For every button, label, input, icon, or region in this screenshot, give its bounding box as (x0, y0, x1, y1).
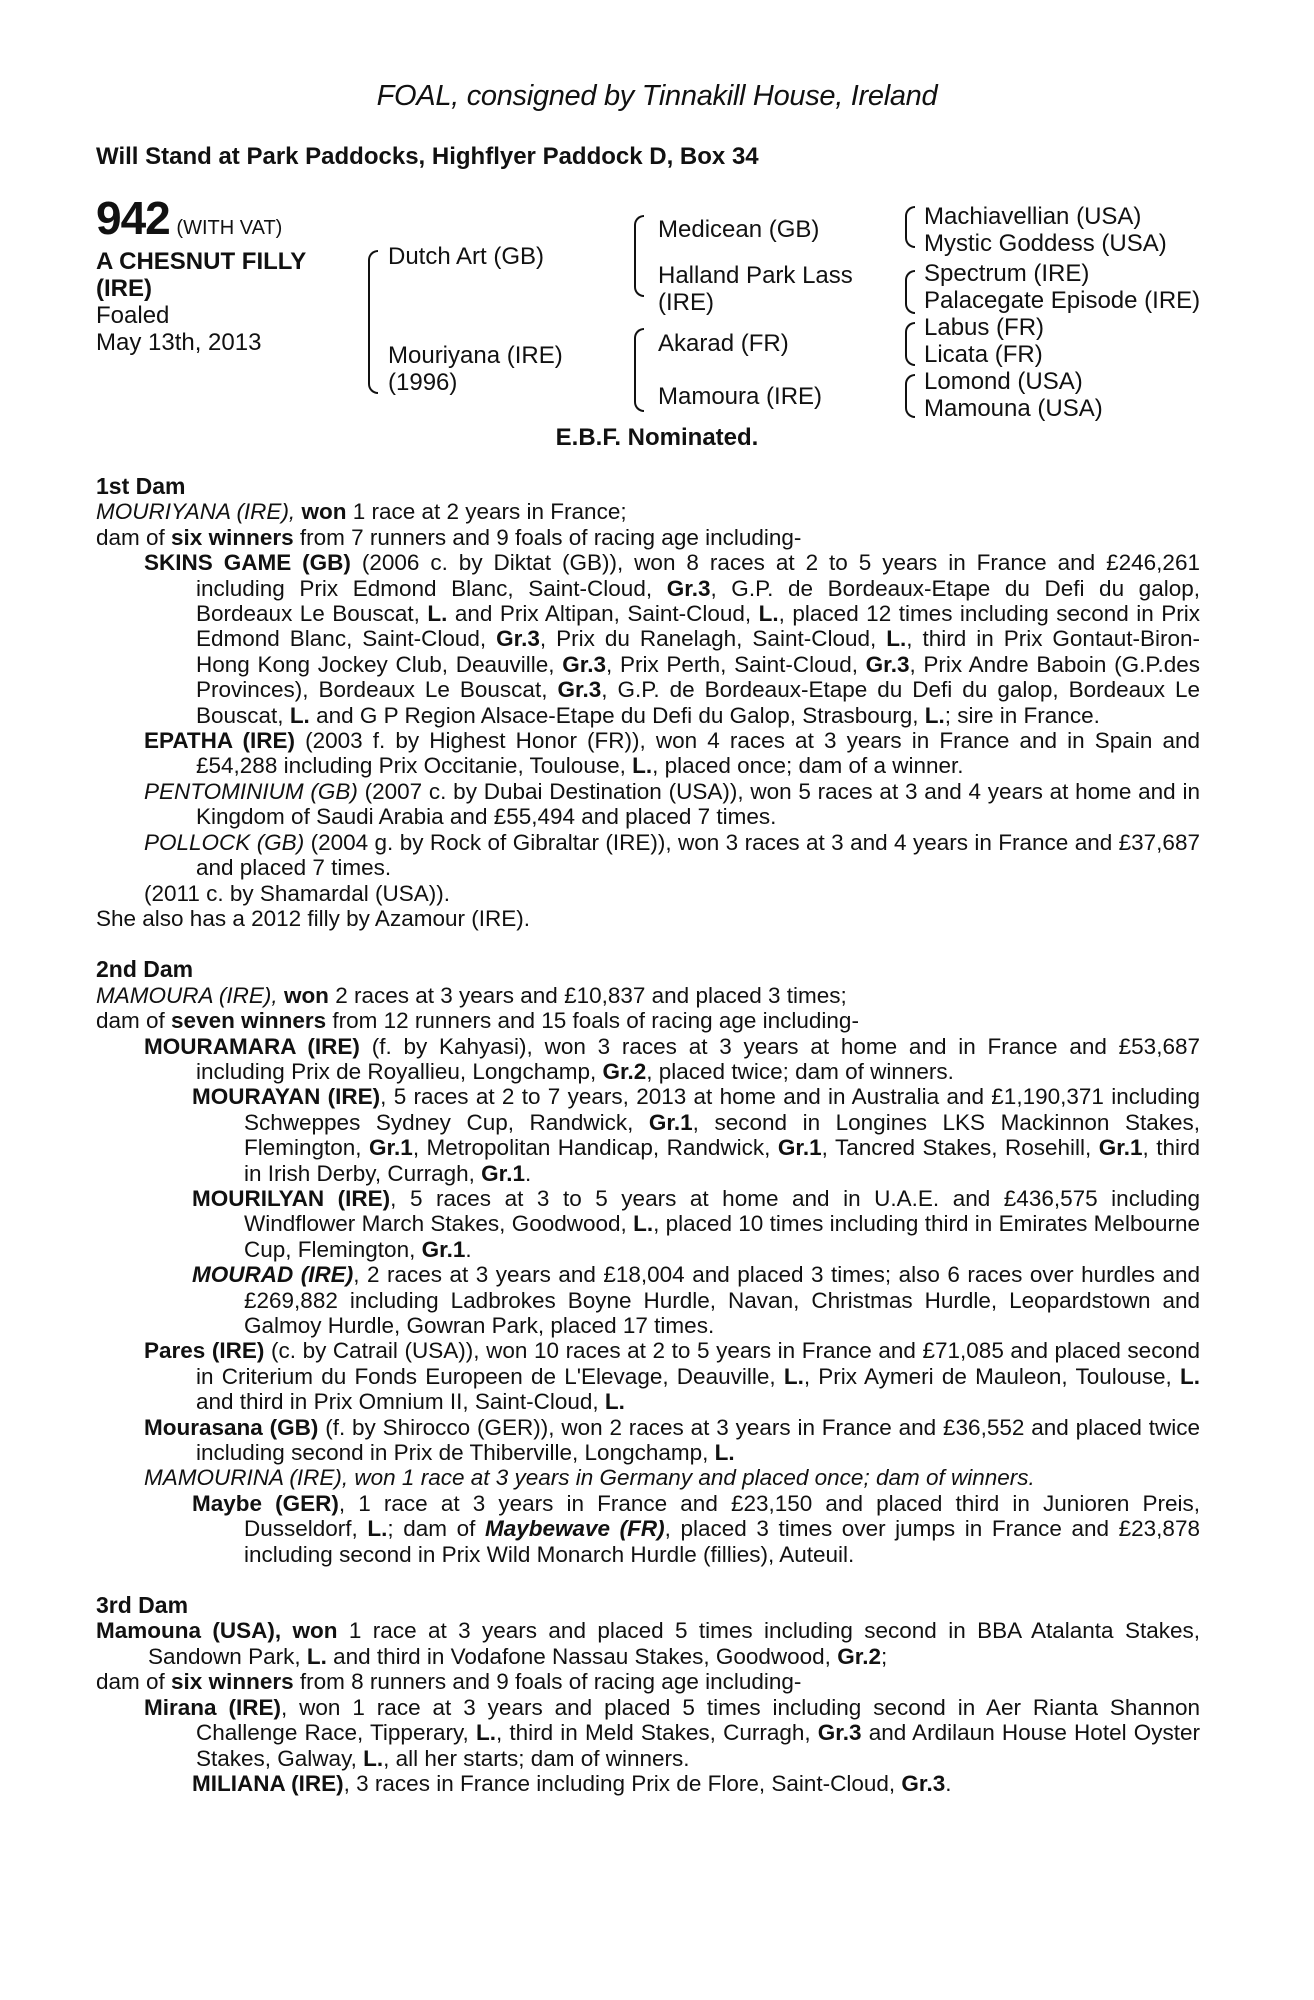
pedigree-ss: Medicean (GB) (658, 216, 820, 243)
pedigree-brace-ds (905, 322, 915, 366)
produce-2012-filly: She also has a 2012 filly by Azamour (IRE). (96, 905, 530, 931)
second-dam-produce-summary (96, 1008, 1200, 1033)
produce-pollock (96, 830, 1200, 881)
produce-miliana (96, 1771, 1200, 1796)
produce-mourasana (96, 1415, 1200, 1466)
pedigree-brace-dd (905, 374, 915, 418)
first-dam-produce-summary (96, 525, 1200, 550)
summary-prefix: dam of (96, 1669, 172, 1695)
ebf-nominated: E.B.F. Nominated. (555, 424, 759, 451)
pedigree-brace-sire (634, 215, 644, 297)
summary-suffix: from 8 runners and 9 foals of racing age including- (293, 1669, 802, 1695)
horse-record: (2006 c. by Diktat (GB)), won 8 races at 2 to 5 years in France and £246,261 including Prix Edmond Blanc, Saint-Cloud, Gr.3, G.P. de Bordeaux-Etape du Defi du galop, Bordeaux Le Bouscat, L. and Prix Altipan, Saint-Cloud, L., placed 12 times including second in Prix Edmond Blanc, Saint-Cloud, Gr.3, Prix du Ranelagh, Saint-Cloud, L., third in Prix Gontaut-Biron-Hong Kong Jockey Club, Deauville, Gr.3, Prix Perth, Saint-Cloud, Gr.3, Prix Andre Baboin (G.P.des Provinces), Bordeaux Le Bouscat, Gr.3, G.P. de Bordeaux-Etape du Defi du galop, Bordeaux Le Bouscat, L. and G P Region Alsace-Etape du Defi du Galop, Strasbourg, L.; sire in France. (196, 550, 1201, 728)
horse-record: (2003 f. by Highest Honor (FR)), won 4 races at 3 years in France and in Spain and £54,288 including Prix Occitanie, Toulouse, L., placed once; dam of a winner. (196, 728, 1200, 779)
horse-record: (2004 g. by Rock of Gibraltar (IRE)), won 3 races at 3 and 4 years in France and £37,687 and placed 7 times. (196, 829, 1200, 881)
summary-winners: six winners (171, 1669, 294, 1695)
lot-block (96, 192, 307, 356)
first-dam-record: 1 race at 2 years in France; (346, 499, 627, 525)
horse-record: , won 1 race at 3 years and placed 5 times including second in Aer Rianta Shannon Challenge Race, Tipperary, L., third in Meld Stakes, Curragh, Gr.3 and Ardilaun House Hotel Oyster Stakes, Galway, L., all her starts; dam of winners. (196, 1694, 1200, 1771)
produce-epatha (96, 728, 1200, 779)
produce-mirana (96, 1695, 1200, 1771)
foaled-label: Foaled (96, 302, 170, 329)
second-dam-won: won (283, 982, 329, 1008)
third-dam-heading: 3rd Dam (96, 1592, 189, 1619)
pedigree-dss: Labus (FR) (924, 314, 1045, 341)
produce-mourilyan (96, 1186, 1200, 1262)
first-dam-line (96, 499, 1200, 524)
summary-winners: seven winners (171, 1008, 327, 1034)
horse-name: POLLOCK (GB) (144, 829, 305, 855)
produce-mourayan (96, 1084, 1200, 1186)
second-dam-heading: 2nd Dam (96, 956, 194, 983)
pedigree-ddd: Mamouna (USA) (924, 395, 1103, 422)
horse-record: , 2 races at 3 years and £18,004 and placed 3 times; also 6 races over hurdles and £269,882 including Ladbrokes Boyne Hurdle, Navan, Christmas Hurdle, Leopardstown and Galmoy Hurdle, Gowran Park, placed 17 times. (244, 1262, 1200, 1338)
produce-mamourina (96, 1465, 1200, 1490)
summary-prefix: dam of (96, 524, 172, 550)
horse-record: , 5 races at 2 to 7 years, 2013 at home and in Australia and £1,190,371 including Schweppes Sydney Cup, Randwick, Gr.1, second in Longines LKS Mackinnon Stakes, Flemington, Gr.1, Metropolitan Handicap, Randwick, Gr.1, Tancred Stakes, Rosehill, Gr.1, third in Irish Derby, Curragh, Gr.1. (244, 1084, 1201, 1186)
horse-name: Maybe (GER) (192, 1490, 339, 1516)
horse-record: (f. by Kahyasi), won 3 races at 3 years at home and in France and £53,687 including Prix de Royallieu, Longchamp, Gr.2, placed twice; dam of winners. (196, 1033, 1200, 1084)
first-dam-heading: 1st Dam (96, 473, 186, 499)
horse-name: PENTOMINIUM (GB) (144, 778, 358, 804)
pedigree-dd: Mamoura (IRE) (658, 383, 823, 410)
pedigree-dam-name: Mouriyana (IRE) (388, 342, 563, 369)
horse-name: EPATHA (IRE) (144, 728, 295, 754)
pedigree-ds: Akarad (FR) (658, 330, 789, 357)
horse-record: (f. by Shirocco (GER)), won 2 races at 3 years in France and £36,552 and placed twice including second in Prix de Thiberville, Longchamp, L. (196, 1414, 1200, 1466)
third-dam-produce-summary (96, 1669, 1200, 1694)
horse-name: MOURAYAN (IRE) (192, 1084, 381, 1110)
horse-record: , 5 races at 3 to 5 years at home and in U.A.E. and £436,575 including Windflower March Stakes, Goodwood, L., placed 10 times including third in Emirates Melbourne Cup, Flemington, Gr.1. (244, 1185, 1200, 1262)
horse-record: , 1 race at 3 years in France and £23,150 and placed third in Junioren Preis, Dusseldorf, L.; dam of Maybewave (FR), placed 3 times over jumps in France and £23,878 including second in Prix Wild Monarch Hurdle (fillies), Auteuil. (244, 1490, 1200, 1567)
pedigree-sd-name: Halland Park Lass (658, 262, 853, 289)
horse-name: Mirana (IRE) (144, 1694, 281, 1720)
third-dam-name: Mamouna (USA), (96, 1618, 282, 1644)
horse-name: SKINS GAME (GB) (144, 550, 351, 576)
third-dam-won: won (292, 1618, 338, 1644)
pedigree-sss: Machiavellian (USA) (924, 203, 1142, 230)
pedigree-dam-year: (1996) (388, 369, 458, 396)
third-dam-line (96, 1618, 1200, 1669)
produce-pentominium (96, 779, 1200, 830)
summary-winners: six winners (171, 524, 294, 550)
pedigree-brace-sd (905, 270, 915, 314)
second-dam-name: MAMOURA (IRE), (96, 982, 278, 1008)
horse-name: MOURAMARA (IRE) (144, 1033, 360, 1059)
vat-note: (WITH VAT) (176, 217, 283, 239)
summary-prefix: dam of (96, 1008, 172, 1034)
second-dam-record: 2 races at 3 years and £10,837 and placed 3 times; (328, 982, 847, 1008)
pedigree-brace-dam (634, 328, 644, 412)
summary-suffix: from 7 runners and 9 foals of racing age including- (293, 524, 802, 550)
foaled-date: May 13th, 2013 (96, 329, 262, 356)
horse-name: Pares (IRE) (144, 1338, 265, 1364)
lot-name: A CHESNUT FILLY (96, 248, 307, 275)
first-dam-name: MOURIYANA (IRE), (96, 499, 296, 525)
pedigree-sire: Dutch Art (GB) (388, 243, 545, 270)
third-dam-record: 1 race at 3 years and placed 5 times including second in BBA Atalanta Stakes, Sandown Park, L. and third in Vodafone Nassau Stakes, Goodwood, Gr.2; (148, 1618, 1200, 1669)
horse-record: (c. by Catrail (USA)), won 10 races at 2 to 5 years in France and £71,085 and placed second in Criterium du Fonds Europeen de L'Elevage, Deauville, L., Prix Aymeri de Mauleon, Toulouse, L. and third in Prix Omnium II, Saint-Cloud, L. (196, 1338, 1200, 1415)
horse-record: MAMOURINA (IRE), won 1 race at 3 years in Germany and placed once; dam of winners. (144, 1465, 1035, 1491)
pedigree-brace-main (368, 250, 378, 394)
produce-skins-game (96, 550, 1200, 728)
produce-pares (96, 1338, 1200, 1414)
lot-number: 942 (96, 192, 170, 244)
horse-name: Mourasana (GB) (144, 1414, 319, 1440)
second-dam-line (96, 983, 1200, 1008)
pedigree-sdd: Palacegate Episode (IRE) (924, 287, 1201, 314)
pedigree-sds: Spectrum (IRE) (924, 260, 1090, 287)
consignor-line: FOAL, consigned by Tinnakill House, Ireland (376, 80, 938, 112)
produce-mouramara (96, 1034, 1200, 1085)
summary-suffix: from 12 runners and 15 foals of racing age including- (326, 1008, 859, 1034)
first-dam-won: won (301, 499, 347, 525)
horse-name: MILIANA (IRE) (192, 1770, 344, 1796)
pedigree-ssd: Mystic Goddess (USA) (924, 230, 1167, 257)
pedigree-sd (658, 262, 853, 316)
pedigree-dam (388, 342, 563, 396)
horse-record: , 3 races in France including Prix de Flore, Saint-Cloud, Gr.3. (343, 1770, 952, 1796)
horse-name: MOURAD (IRE) (192, 1262, 354, 1288)
pedigree-sd-suffix: (IRE) (658, 289, 714, 316)
lot-name-suffix: (IRE) (96, 275, 152, 302)
produce-2011-colt: (2011 c. by Shamardal (USA)). (144, 880, 450, 906)
horse-name: MOURILYAN (IRE) (192, 1185, 391, 1211)
pedigree-dds: Lomond (USA) (924, 368, 1083, 395)
produce-mourad (96, 1262, 1200, 1338)
produce-maybe (96, 1491, 1200, 1567)
pedigree-brace-ss (905, 206, 915, 248)
horse-record: (2007 c. by Dubai Destination (USA)), won 5 races at 3 and 4 years at home and in Kingdom of Saudi Arabia and £55,494 and placed 7 times. (196, 778, 1200, 830)
stand-location: Will Stand at Park Paddocks, Highflyer Paddock D, Box 34 (96, 143, 759, 170)
pedigree-dsd: Licata (FR) (924, 341, 1043, 368)
catalogue-body (96, 474, 1200, 1796)
